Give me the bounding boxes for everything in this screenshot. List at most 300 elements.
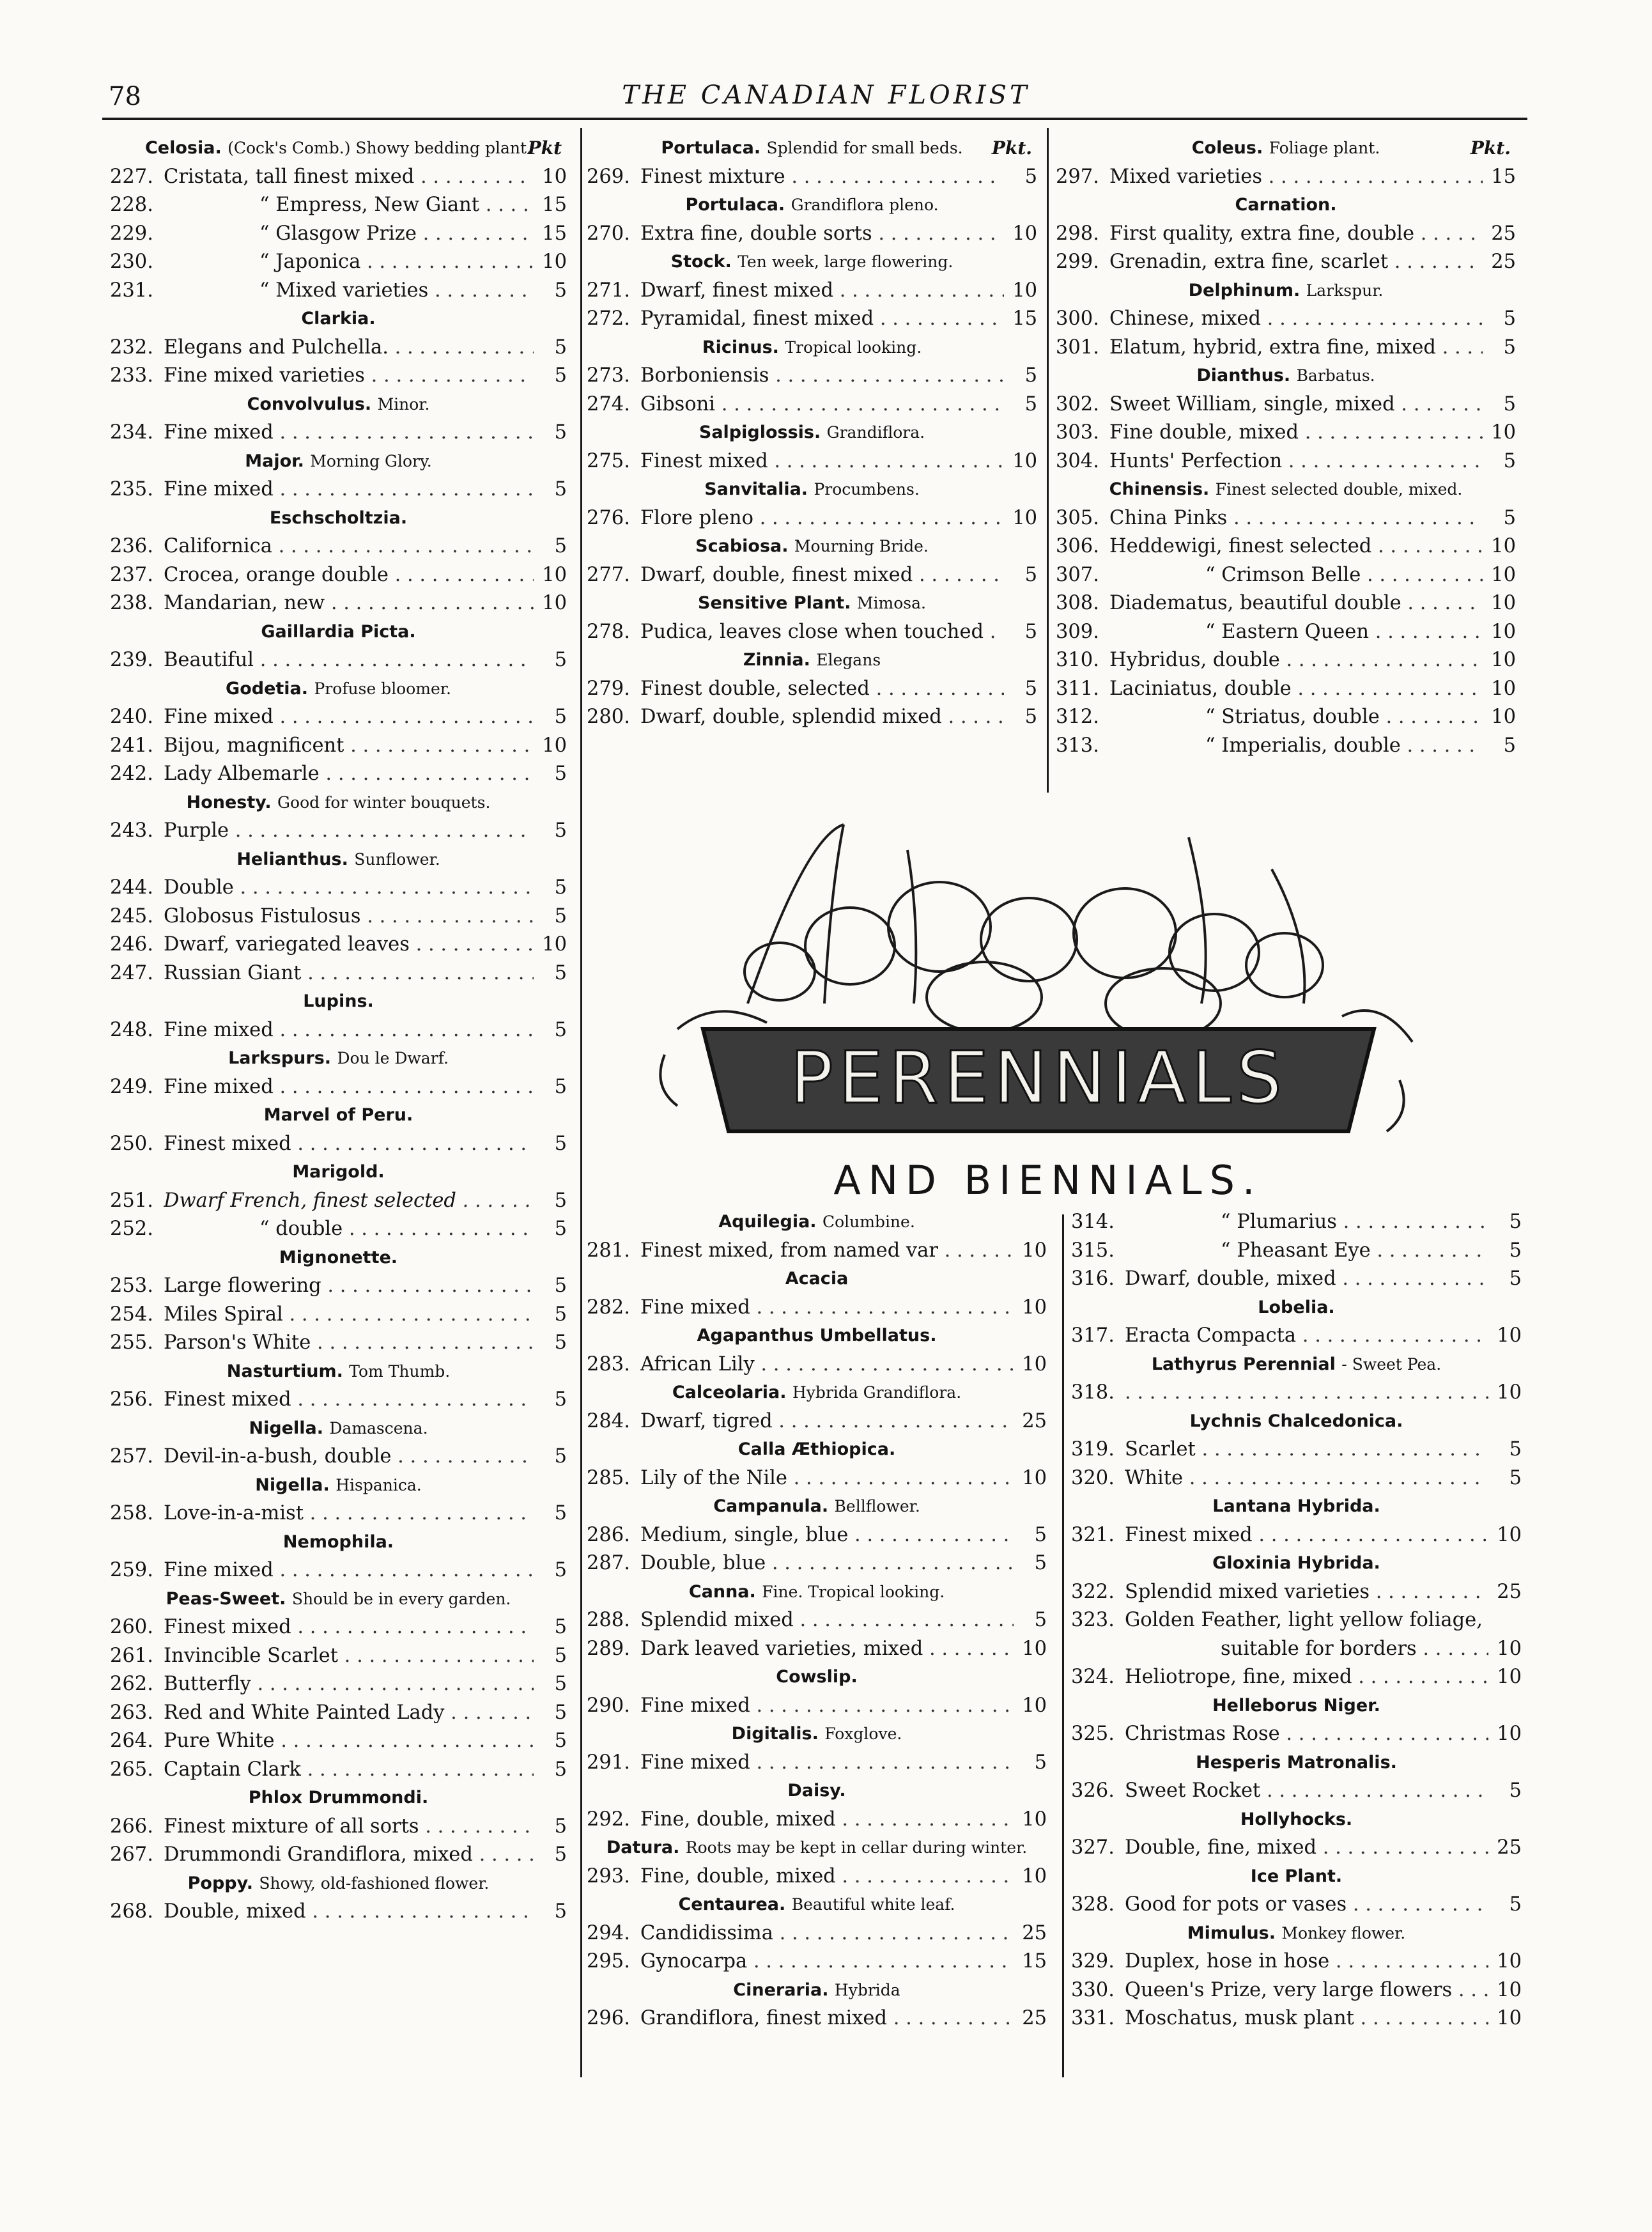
seed-entry	[1056, 532, 1516, 561]
entry-price: 5	[554, 421, 567, 444]
section-name: Nemophila.	[282, 1531, 394, 1552]
section-heading	[587, 1720, 1047, 1749]
section-heading	[110, 1101, 567, 1130]
section-note: Monkey flower.	[1281, 1923, 1406, 1942]
entry-number: 264.	[110, 1730, 153, 1752]
seed-entry	[587, 1464, 1047, 1493]
seed-entry	[110, 1642, 567, 1671]
entry-number: 232.	[110, 336, 153, 359]
entry-description: Golden Feather, light yellow foliage, . . .	[1125, 1606, 1488, 1635]
entry-description: Fine mixed . . .	[164, 1016, 534, 1045]
section-name: Mimulus.	[1187, 1923, 1276, 1943]
entry-number: 303.	[1056, 421, 1099, 444]
section-name: Ricinus.	[702, 337, 779, 357]
entry-price: 5	[554, 1559, 567, 1581]
entry-description: Candidissima . . .	[640, 1919, 1014, 1948]
seed-entry	[1071, 1948, 1522, 1976]
section-name: Campanula.	[713, 1496, 829, 1516]
entry-description: Globosus Fistulosus . . .	[164, 903, 534, 931]
section-note: Mourning Bride.	[794, 537, 929, 555]
section-name: Nasturtium.	[226, 1361, 343, 1381]
seed-entry	[1071, 1777, 1522, 1806]
entry-number: 283.	[587, 1352, 630, 1376]
section-heading	[587, 646, 1037, 675]
section-name: Major.	[245, 451, 304, 471]
entry-number: 317.	[1071, 1324, 1115, 1347]
section-heading	[587, 532, 1037, 561]
entry-description: Dwarf, finest mixed . . .	[640, 277, 1004, 306]
entry-price: 5	[554, 1018, 567, 1041]
section-note: Splendid for small beds.	[766, 139, 963, 157]
seed-entry	[1071, 1436, 1522, 1464]
section-heading	[587, 1492, 1047, 1521]
section-heading	[587, 1436, 1047, 1464]
seed-entry	[1056, 618, 1516, 647]
entry-price: 5	[554, 649, 567, 671]
entry-description: Captain Clark . . .	[164, 1756, 534, 1785]
entry-price: 5	[1024, 677, 1037, 700]
section-name: Centaurea.	[678, 1895, 786, 1914]
section-heading	[587, 1663, 1047, 1692]
entry-price: 5	[554, 279, 567, 302]
entry-number: 323.	[1071, 1609, 1115, 1631]
section-name: Nigella.	[249, 1418, 323, 1438]
entry-description: “ Glasgow Prize . . .	[164, 220, 534, 249]
seed-entry	[110, 1272, 567, 1301]
seed-entry	[110, 1130, 567, 1159]
entry-price: 10	[542, 592, 567, 614]
section-heading	[1071, 1407, 1522, 1436]
section-name: Portulaca.	[685, 195, 785, 215]
seed-entry	[587, 561, 1037, 590]
entry-description: Double, fine, mixed . . .	[1125, 1834, 1488, 1863]
section-heading	[110, 618, 567, 647]
seed-entry	[587, 1351, 1047, 1379]
entry-number: 295.	[587, 1950, 630, 1972]
entry-price: 5	[1503, 336, 1516, 359]
entry-number: 328.	[1071, 1893, 1115, 1916]
entry-price: 5	[1503, 307, 1516, 330]
seed-entry	[1056, 589, 1516, 618]
entry-price: 10	[1022, 1808, 1047, 1831]
column-divider	[580, 128, 582, 2077]
entry-number: 257.	[110, 1445, 153, 1468]
entry-number: 229.	[110, 222, 153, 245]
section-name: Helianthus.	[236, 849, 348, 869]
section-heading	[110, 789, 567, 818]
entry-price: 5	[554, 1075, 567, 1098]
entry-number: 322.	[1071, 1580, 1115, 1603]
entry-price: 5	[554, 1445, 567, 1468]
entry-number: 287.	[587, 1552, 630, 1574]
entry-description: Laciniatus, double . . .	[1109, 675, 1483, 704]
entry-price: 5	[554, 1730, 567, 1752]
seed-entry	[587, 1692, 1047, 1721]
entry-description: Cristata, tall finest mixed . . .	[164, 163, 534, 192]
entry-price: 5	[554, 336, 567, 359]
entry-number: 242.	[110, 763, 153, 785]
entry-price: 10	[1497, 1950, 1522, 1972]
section-heading	[1071, 1692, 1522, 1721]
column-annuals-middle	[587, 134, 1037, 732]
seed-entry	[587, 1806, 1047, 1834]
seed-entry	[1056, 419, 1516, 447]
section-heading	[587, 1891, 1047, 1919]
section-name: Phlox Drummondi.	[248, 1788, 429, 1808]
section-name: Mignonette.	[279, 1247, 398, 1267]
entry-price: 10	[542, 734, 567, 757]
seed-entry	[587, 1606, 1047, 1635]
entry-number: 299.	[1056, 251, 1099, 273]
entry-price: 15	[542, 194, 567, 216]
entry-number: 243.	[110, 819, 153, 842]
section-heading	[110, 1244, 567, 1273]
section-note: (Cock's Comb.) Showy bedding plant.	[228, 139, 532, 157]
entry-price: 10	[1491, 421, 1516, 444]
entry-price: 10	[1012, 449, 1037, 472]
entry-description: Finest double, selected . . .	[640, 675, 1004, 704]
entry-number: 281.	[587, 1239, 630, 1262]
entry-price: 5	[1509, 1893, 1522, 1916]
entry-price: 5	[1509, 1267, 1522, 1290]
seed-entry	[110, 1329, 567, 1358]
entry-description: Finest mixed . . .	[1125, 1521, 1488, 1550]
column-divider	[1047, 128, 1049, 793]
entry-number: 255.	[110, 1331, 153, 1354]
entry-description	[1125, 1379, 1488, 1407]
seed-entry	[110, 732, 567, 761]
entry-description: Pyramidal, finest mixed . . .	[640, 305, 1004, 334]
packet-price-header: Pkt.	[991, 137, 1032, 159]
section-heading	[110, 1471, 567, 1500]
seed-entry	[1071, 1265, 1522, 1294]
entry-number: 240.	[110, 706, 153, 728]
seed-entry	[110, 362, 567, 391]
entry-description: Mixed varieties . . .	[1109, 163, 1483, 192]
entry-number: 259.	[110, 1559, 153, 1581]
seed-entry	[1071, 1464, 1522, 1493]
entry-description: Pure White . . .	[164, 1727, 534, 1756]
entry-description: “ Japonica . . .	[164, 248, 534, 277]
column-perennials-left	[587, 1208, 1047, 2033]
entry-description: Fine mixed . . .	[640, 1692, 1014, 1721]
entry-description: Dwarf, double, mixed . . .	[1125, 1265, 1488, 1294]
entry-number: 284.	[587, 1409, 630, 1432]
entry-description: Finest mixed . . .	[164, 1130, 534, 1159]
entry-number: 314.	[1071, 1211, 1115, 1233]
entry-number: 288.	[587, 1609, 630, 1631]
entry-description: Fine mixed . . .	[164, 476, 534, 504]
entry-number: 327.	[1071, 1836, 1115, 1859]
entry-number: 318.	[1071, 1381, 1115, 1404]
seed-entry	[110, 760, 567, 789]
entry-price: 5	[554, 1303, 567, 1326]
seed-entry	[110, 1813, 567, 1841]
section-heading	[1071, 1806, 1522, 1834]
entry-number: 236.	[110, 535, 153, 557]
entry-number: 230.	[110, 251, 153, 273]
seed-entry	[1056, 305, 1516, 334]
entry-price: 5	[554, 364, 567, 387]
entry-price: 10	[1022, 1694, 1047, 1717]
seed-entry	[110, 334, 567, 362]
section-note: Fine. Tropical looking.	[762, 1582, 945, 1601]
entry-price: 10	[1497, 1666, 1522, 1688]
section-heading	[1056, 277, 1516, 306]
entry-price: 25	[1497, 1580, 1522, 1603]
section-name: Salpiglossis.	[699, 422, 821, 442]
entry-description: Chinese, mixed . . .	[1109, 305, 1483, 334]
seed-entry	[1056, 447, 1516, 476]
section-heading	[587, 248, 1037, 277]
entry-number: 228.	[110, 194, 153, 216]
section-name: Dianthus.	[1196, 366, 1291, 385]
entry-price: 25	[1491, 222, 1516, 245]
entry-price: 10	[1491, 535, 1516, 557]
section-heading	[110, 134, 567, 163]
entry-description: Large flowering . . .	[164, 1272, 534, 1301]
entry-price: 15	[1012, 307, 1037, 330]
section-name: Acacia	[785, 1269, 849, 1289]
entry-price: 5	[554, 1331, 567, 1354]
section-heading	[1071, 1351, 1522, 1379]
seed-entry	[1071, 1237, 1522, 1266]
seed-entry	[587, 305, 1037, 334]
section-name: Stock.	[670, 252, 732, 272]
entry-description: Sweet William, single, mixed . . .	[1109, 391, 1483, 419]
entry-price: 5	[554, 876, 567, 899]
entry-number: 293.	[587, 1864, 630, 1887]
entry-number: 286.	[587, 1523, 630, 1546]
section-heading	[587, 1578, 1047, 1607]
column-annuals-left	[110, 134, 567, 1926]
section-note: Hispanica.	[336, 1475, 422, 1494]
section-name: Chinensis.	[1109, 479, 1210, 499]
entry-price: 25	[1022, 1409, 1047, 1432]
seed-entry	[587, 675, 1037, 704]
entry-price: 5	[554, 535, 567, 557]
entry-price: 10	[1012, 279, 1037, 302]
entry-number: 285.	[587, 1466, 630, 1489]
seed-entry	[1071, 1834, 1522, 1863]
entry-description: Grandiflora, finest mixed . . .	[640, 2004, 1014, 2033]
section-note: Foxglove.	[824, 1724, 902, 1743]
entry-number: 279.	[587, 677, 630, 700]
seed-entry	[587, 163, 1037, 192]
entry-price: 10	[1022, 1352, 1047, 1376]
entry-number: 233.	[110, 364, 153, 387]
section-name: Coleus.	[1191, 138, 1263, 158]
section-name: Datura.	[606, 1838, 680, 1857]
entry-description: Finest mixed, from named var . . .	[640, 1237, 1014, 1266]
entry-price: 25	[1497, 1836, 1522, 1859]
page-title: THE CANADIAN FLORIST	[622, 81, 1030, 110]
seed-entry	[587, 1749, 1047, 1778]
entry-number: 267.	[110, 1843, 153, 1866]
entry-description: Double . . .	[164, 874, 534, 903]
section-name: Calceolaria.	[672, 1383, 787, 1402]
entry-description: Flore pleno . . .	[640, 504, 1004, 533]
entry-number: 331.	[1071, 2007, 1115, 2029]
entry-number: 248.	[110, 1018, 153, 1041]
seed-entry	[1071, 1379, 1522, 1407]
entry-number: 298.	[1056, 222, 1099, 245]
seed-entry	[1056, 675, 1516, 704]
section-heading	[110, 1784, 567, 1813]
entry-number: 272.	[587, 307, 630, 330]
section-note: Morning Glory.	[310, 451, 432, 470]
section-name: Poppy.	[187, 1873, 254, 1893]
seed-entry	[110, 874, 567, 903]
seed-entry	[110, 903, 567, 931]
section-name: Helleborus Niger.	[1212, 1695, 1380, 1716]
section-heading	[110, 1358, 567, 1386]
entry-price: 15	[1491, 165, 1516, 188]
entry-description: “ Plumarius . . .	[1125, 1208, 1488, 1237]
entry-description: Hunts' Perfection . . .	[1109, 447, 1483, 476]
entry-price: 5	[554, 1388, 567, 1411]
entry-number: 320.	[1071, 1466, 1115, 1489]
entry-description: Borboniensis . . .	[640, 362, 1004, 391]
header-rule	[102, 118, 1527, 120]
entry-number: 241.	[110, 734, 153, 757]
section-note: Finest selected double, mixed.	[1215, 480, 1463, 499]
section-note: Hybrida	[834, 1980, 900, 1999]
entry-description: First quality, extra fine, double . . .	[1109, 220, 1483, 249]
entry-price: 25	[1491, 251, 1516, 273]
seed-entry	[1071, 1635, 1522, 1664]
packet-price-header: Pkt	[527, 137, 562, 159]
seed-entry	[110, 1073, 567, 1102]
section-heading	[587, 134, 1037, 163]
entry-price: 5	[1024, 165, 1037, 188]
entry-description: Purple . . .	[164, 817, 534, 846]
entry-price: 5	[554, 1616, 567, 1638]
entry-number: 304.	[1056, 449, 1099, 472]
entry-description: “ Eastern Queen . . .	[1109, 618, 1483, 647]
entry-description: African Lily . . .	[640, 1351, 1014, 1379]
entry-price: 10	[1491, 706, 1516, 728]
section-note: Procumbens.	[814, 480, 920, 499]
entry-price: 10	[1012, 506, 1037, 529]
seed-entry	[110, 1699, 567, 1728]
entry-number: 310.	[1056, 649, 1099, 671]
entry-description: Dark leaved varieties, mixed . . .	[640, 1635, 1014, 1664]
seed-entry	[587, 1294, 1047, 1322]
entry-description: Parson's White . . .	[164, 1329, 534, 1358]
seed-entry	[110, 1756, 567, 1785]
entry-description: “ Empress, New Giant . . .	[164, 191, 534, 220]
entry-price: 10	[1497, 1978, 1522, 2001]
section-heading	[110, 1528, 567, 1557]
entry-description: Eracta Compacta . . .	[1125, 1322, 1488, 1351]
entry-number: 244.	[110, 876, 153, 899]
entry-description: China Pinks . . .	[1109, 504, 1483, 533]
entry-number: 273.	[587, 364, 630, 387]
seed-entry	[110, 1841, 567, 1870]
entry-price: 10	[1491, 563, 1516, 586]
entry-number: 277.	[587, 563, 630, 586]
entry-number: 290.	[587, 1694, 630, 1717]
entry-number: 250.	[110, 1132, 153, 1155]
entry-number: 254.	[110, 1303, 153, 1326]
section-heading	[110, 447, 567, 476]
entry-description: Fine mixed . . .	[640, 1749, 1014, 1778]
entry-description: Finest mixed . . .	[164, 1613, 534, 1642]
entry-price: 10	[542, 165, 567, 188]
entry-price: 5	[1503, 506, 1516, 529]
section-note: Should be in every garden.	[291, 1589, 511, 1608]
section-heading	[587, 476, 1037, 504]
entry-price: 5	[554, 1701, 567, 1724]
entry-price: 25	[1022, 2007, 1047, 2029]
seed-entry	[110, 1016, 567, 1045]
entry-price: 5	[1503, 734, 1516, 757]
entry-price: 10	[1497, 2007, 1522, 2029]
seed-entry	[110, 248, 567, 277]
section-heading	[587, 1379, 1047, 1407]
entry-description: Moschatus, musk plant . . .	[1125, 2004, 1488, 2033]
entry-number: 245.	[110, 904, 153, 927]
entry-description: Fine, double, mixed . . .	[640, 1806, 1014, 1834]
seed-entry	[110, 277, 567, 306]
entry-price: 5	[554, 1843, 567, 1866]
entry-description: Dwarf, double, splendid mixed . . .	[640, 703, 1004, 732]
section-name: Digitalis.	[731, 1724, 819, 1744]
seed-entry	[110, 1443, 567, 1471]
entry-price: 5	[554, 763, 567, 785]
entry-number: 282.	[587, 1296, 630, 1319]
entry-number: 249.	[110, 1075, 153, 1098]
entry-description: Russian Giant . . .	[164, 959, 534, 988]
entry-description: Invincible Scarlet . . .	[164, 1642, 534, 1671]
seed-entry	[110, 1898, 567, 1926]
entry-number: 294.	[587, 1921, 630, 1944]
entry-description: Elegans and Pulchella. . . .	[164, 334, 534, 362]
section-name: Delphinum.	[1188, 280, 1301, 300]
seed-entry	[110, 1301, 567, 1329]
entry-number: 309.	[1056, 620, 1099, 643]
section-note: - Sweet Pea.	[1341, 1354, 1442, 1374]
section-heading	[1056, 476, 1516, 504]
entry-price: 5	[1024, 563, 1037, 586]
section-heading	[1056, 191, 1516, 220]
seed-entry	[1056, 703, 1516, 732]
section-heading	[1071, 1492, 1522, 1521]
entry-number: 300.	[1056, 307, 1099, 330]
section-name: Ice Plant.	[1250, 1866, 1343, 1886]
section-name: Lupins.	[303, 991, 374, 1011]
section-name: Convolvulus.	[247, 394, 372, 414]
seed-entry	[587, 220, 1037, 249]
section-heading	[587, 1976, 1047, 2005]
seed-entry	[110, 191, 567, 220]
entry-number: 270.	[587, 222, 630, 245]
entry-price: 10	[542, 933, 567, 956]
entry-price: 5	[1024, 364, 1037, 387]
section-heading	[1071, 1549, 1522, 1578]
entry-description: Dwarf, variegated leaves . . .	[164, 931, 534, 959]
entry-description: Finest mixture . . .	[640, 163, 1004, 192]
entry-description: Double, mixed . . .	[164, 1898, 534, 1926]
entry-description: Lady Albemarle . . .	[164, 760, 534, 789]
section-heading	[110, 1414, 567, 1443]
seed-entry	[1071, 1521, 1522, 1550]
section-name: Sensitive Plant.	[698, 593, 851, 613]
entry-price: 10	[1022, 1296, 1047, 1319]
entry-number: 312.	[1056, 706, 1099, 728]
section-heading	[587, 1208, 1047, 1237]
